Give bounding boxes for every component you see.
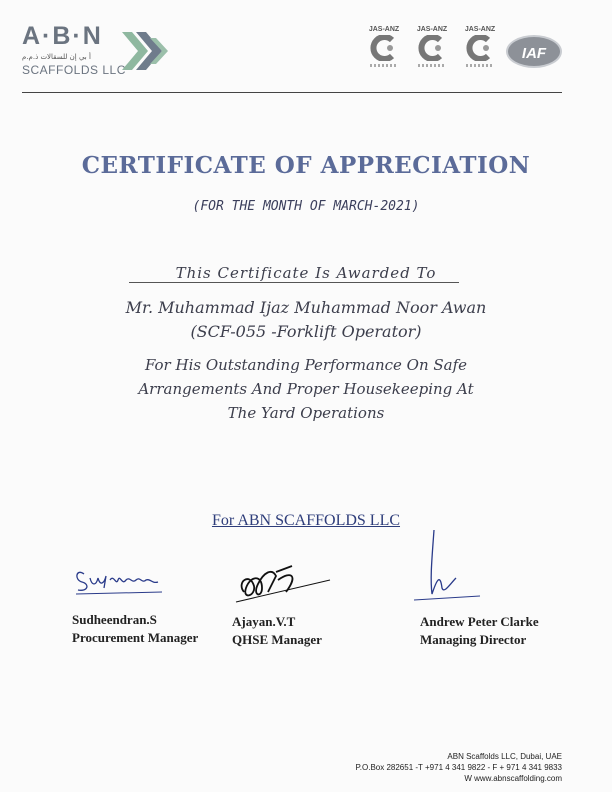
signature-ajayan	[232, 562, 332, 608]
logo-chevron-icon	[118, 28, 174, 74]
certification-c-icon	[370, 35, 398, 61]
certification-c-icon	[466, 35, 494, 61]
jas-anz-mark-2	[410, 26, 454, 67]
accreditation-label: JAS-ANZ	[368, 26, 400, 33]
certification-c-icon	[418, 35, 446, 61]
awarded-to-line: This Certificate Is Awarded To	[175, 264, 437, 282]
reason-line-1: For His Outstanding Performance On Safe	[144, 356, 468, 374]
signature-andrew	[410, 528, 490, 608]
signature-sudheendran	[70, 560, 170, 600]
accreditation-label: JAS-ANZ	[464, 26, 496, 33]
footer-contact: P.O.Box 282651 -T +971 4 341 9822 - F + 971 4 341 9833	[355, 763, 562, 772]
jas-anz-mark-1	[362, 26, 406, 67]
certificate-title: CERTIFICATE OF APPRECIATION	[81, 152, 531, 179]
logo-subtitle: SCAFFOLDS LLC	[22, 63, 126, 77]
signatory-name-1: Sudheendran.S	[72, 612, 157, 627]
for-company-heading: For ABN SCAFFOLDS LLC	[211, 512, 401, 529]
jas-anz-mark-3	[458, 26, 502, 67]
signatory-title-3: Managing Director	[420, 632, 527, 647]
awarded-underline	[129, 282, 459, 283]
iaf-logo: IAF	[506, 35, 562, 68]
footer-address: ABN Scaffolds LLC, Dubai, UAE	[447, 752, 562, 761]
signatory-name-3: Andrew Peter Clarke	[420, 614, 539, 629]
logo-letters: A·B·N	[22, 22, 103, 50]
signatory-title-1: Procurement Manager	[72, 630, 199, 645]
recipient-position: (SCF-055 -Forklift Operator)	[190, 322, 422, 341]
accreditation-label: JAS-ANZ	[416, 26, 448, 33]
signatory-name-2: Ajayan.V.T	[232, 614, 296, 629]
recipient-name: Mr. Muhammad Ijaz Muhammad Noor Awan	[125, 298, 487, 317]
header-divider	[22, 92, 562, 93]
accreditation-fine-print	[466, 64, 494, 67]
certificate-month: (FOR THE MONTH OF MARCH-2021)	[192, 199, 420, 214]
footer-website: W www.abnscaffolding.com	[464, 774, 562, 783]
reason-line-3: The Yard Operations	[227, 404, 385, 422]
signatory-title-2: QHSE Manager	[232, 632, 322, 647]
logo-arabic-text: أ بي إن للسقالات ذ.م.م	[22, 53, 91, 61]
accreditation-fine-print	[370, 64, 398, 67]
reason-line-2: Arrangements And Proper Housekeeping At	[138, 380, 474, 398]
accreditation-fine-print	[418, 64, 446, 67]
